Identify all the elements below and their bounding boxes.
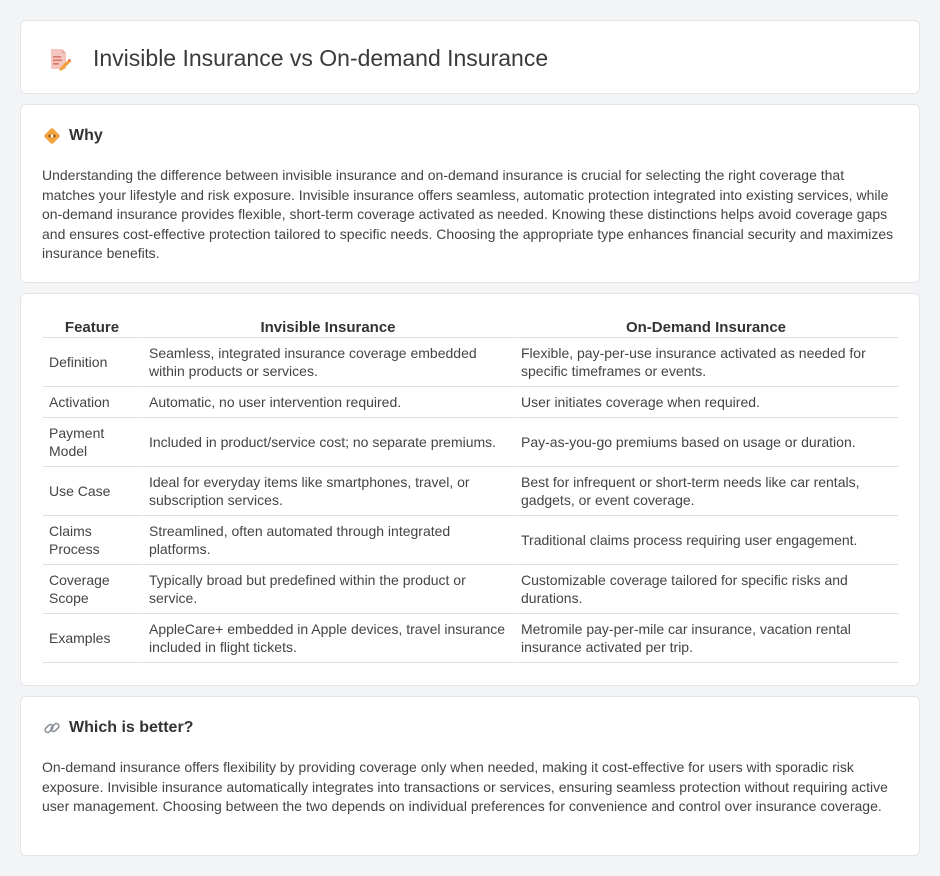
why-body: Understanding the difference between invisible insurance and on-demand insurance is crucial for selecting the right coverage that matches your lifestyle and risk exposure. Invisible insurance offers seamless, automatic protection integrated into existing services, while on-demand insurance provides flexible, short-term coverage activated as needed. Knowing these distinctions helps avoid coverage gaps and ensures cost-effective protection tailored to specific needs. Choosing the appropriate type enhances financial security and maximizes insurance benefits. — [42, 167, 894, 261]
feature-cell: Activation — [43, 387, 143, 418]
document-pencil-icon — [47, 47, 71, 71]
invisible-cell: Automatic, no user intervention required. — [143, 387, 515, 418]
table-row — [43, 614, 899, 663]
on-demand-cell: Flexible, pay-per-use insurance activated as needed for specific timeframes or events. — [515, 338, 899, 387]
on-demand-cell: Customizable coverage tailored for specific risks and durations. — [515, 565, 899, 614]
link-icon — [43, 719, 61, 737]
table-row — [43, 338, 899, 387]
feature-cell: Claims Process — [43, 516, 143, 565]
table-row — [43, 565, 899, 614]
on-demand-cell: Best for infrequent or short-term needs like car rentals, gadgets, or event coverage. — [515, 467, 899, 516]
feature-cell: Use Case — [43, 467, 143, 516]
table-header-row — [43, 314, 899, 338]
header-invisible: Invisible Insurance — [143, 314, 515, 338]
table-row — [43, 418, 899, 467]
title-row — [47, 45, 548, 72]
why-heading: Why — [69, 127, 103, 144]
table-row — [43, 516, 899, 565]
page-title: Invisible Insurance vs On-demand Insurance — [93, 45, 549, 71]
invisible-cell: Ideal for everyday items like smartphones, travel, or subscription services. — [143, 467, 515, 516]
feature-cell: Examples — [43, 614, 143, 663]
on-demand-cell: Metromile pay-per-mile car insurance, vacation rental insurance activated per trip. — [515, 614, 899, 663]
on-demand-cell: Traditional claims process requiring user engagement. — [515, 516, 899, 565]
better-heading: Which is better? — [69, 719, 194, 736]
feature-cell: Payment Model — [43, 418, 143, 467]
invisible-cell: Typically broad but predefined within the product or service. — [143, 565, 515, 614]
invisible-cell: AppleCare+ embedded in Apple devices, travel insurance included in flight tickets. — [143, 614, 515, 663]
why-header — [43, 127, 103, 145]
comparison-table — [43, 314, 899, 663]
invisible-cell: Seamless, integrated insurance coverage embedded within products or services. — [143, 338, 515, 387]
invisible-cell: Included in product/service cost; no separate premiums. — [143, 418, 515, 467]
better-header — [43, 719, 193, 737]
on-demand-cell: User initiates coverage when required. — [515, 387, 899, 418]
invisible-cell: Streamlined, often automated through integrated platforms. — [143, 516, 515, 565]
why-card — [20, 104, 920, 283]
table-row — [43, 387, 899, 418]
header-on-demand: On-Demand Insurance — [515, 314, 899, 338]
diamond-sign-icon — [43, 127, 61, 145]
header-feature: Feature — [43, 314, 143, 338]
which-better-card — [20, 696, 920, 856]
on-demand-cell: Pay-as-you-go premiums based on usage or duration. — [515, 418, 899, 467]
comparison-card — [20, 293, 920, 686]
table-row — [43, 467, 899, 516]
better-body: On-demand insurance offers flexibility by providing coverage only when needed, making it cost-effective for users with sporadic risk exposure. Invisible insurance automatically integrates into transactions or services, ensuring seamless protection without requiring active user management. Choosing between the two depends on individual preferences for convenience and control over insurance coverage. — [42, 759, 888, 814]
title-card — [20, 20, 920, 94]
feature-cell: Definition — [43, 338, 143, 387]
feature-cell: Coverage Scope — [43, 565, 143, 614]
